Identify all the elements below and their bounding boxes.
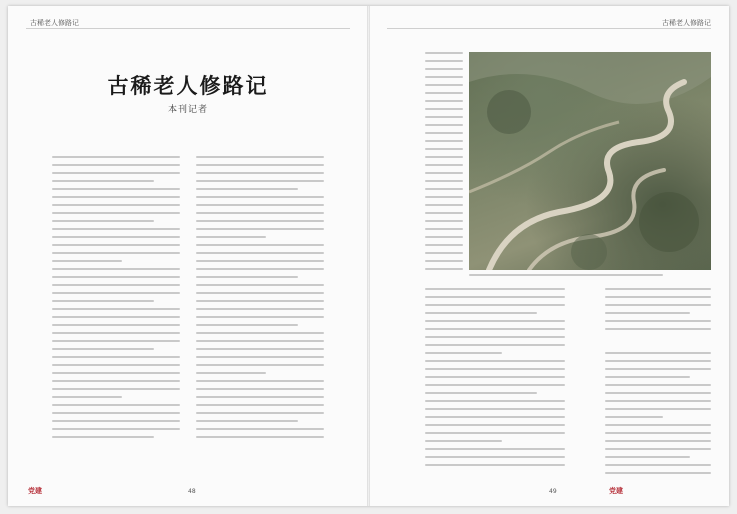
photo-caption [469,274,711,282]
right-running-head: 古稀老人修路记 [662,19,711,27]
left-page-number: 48 [188,488,196,495]
left-page [8,6,368,506]
magazine-brand: 党建 [28,487,42,495]
sidebar-body [605,352,711,480]
mountain-road-photo [469,52,711,270]
article-title: 古稀老人修路记 [107,73,269,98]
body-column-3 [425,288,565,472]
right-page-number: 49 [549,488,557,495]
body-column-2 [196,156,324,444]
body-column-1 [52,156,180,444]
winding-road-illustration [469,52,711,270]
body-column-4 [605,288,711,336]
magazine-brand: 党建 [609,487,623,495]
magazine-spread [8,6,729,506]
header-rule [26,28,350,29]
header-rule [387,28,711,29]
article-byline: 本刊记者 [167,105,208,115]
left-running-head: 古稀老人修路记 [30,19,79,27]
photo-side-text [425,52,463,276]
right-page [369,6,729,506]
